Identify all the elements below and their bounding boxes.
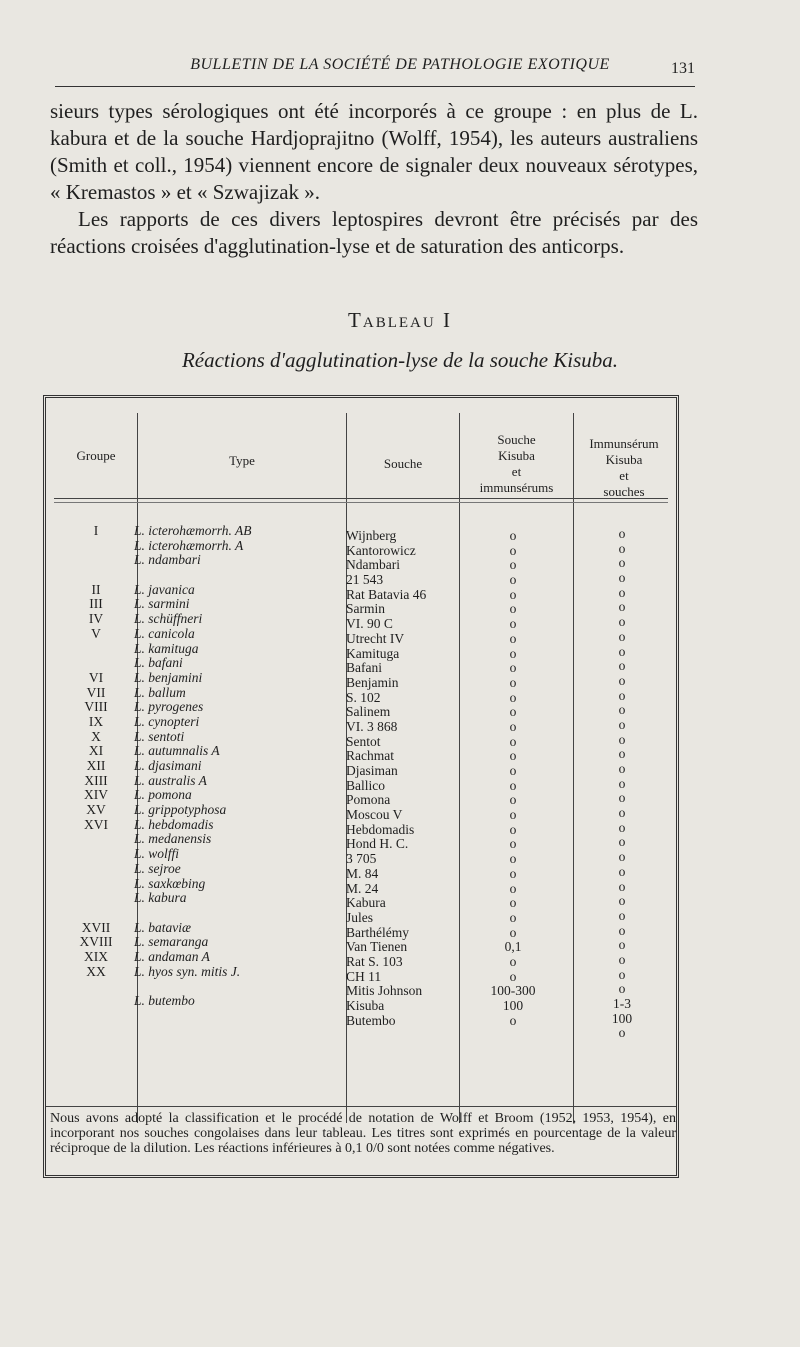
table-cell: Ndambari <box>346 557 400 573</box>
table-cell: L. hebdomadis <box>134 816 214 832</box>
table-cell: o <box>509 851 517 867</box>
table-cell: Hebdomadis <box>346 821 415 837</box>
table-cell: XIV <box>84 787 108 803</box>
table-cell: Mitis Johnson <box>346 983 423 999</box>
table-cell: L. canicola <box>134 625 195 641</box>
table-cell: Bafani <box>346 660 382 676</box>
table-cell: o <box>618 849 626 865</box>
table-cell: L. medanensis <box>134 831 212 847</box>
table-cell: o <box>509 968 517 984</box>
table-cell: Rachmat <box>346 748 394 764</box>
table-cell: L. schüffneri <box>134 611 203 627</box>
table-cell: L. bataviæ <box>134 919 192 935</box>
table-cell: o <box>509 807 517 823</box>
table-cell: Sarmin <box>346 601 385 617</box>
table-cell: VI. 90 C <box>346 616 393 632</box>
table-cell <box>56 539 136 554</box>
table-cell: o <box>509 557 517 573</box>
table-cell: o <box>618 1025 626 1041</box>
table-cell: L. australis A <box>134 772 207 788</box>
table-cell: CH 11 <box>346 968 382 984</box>
table-cell: o <box>618 907 626 923</box>
table-cell: I <box>93 523 99 538</box>
table-cell <box>56 979 136 994</box>
paragraph-2: Les rapports de ces divers leptospires devront être précisés par des réactions croisées d'agglutination-lyse et de saturation des anticorps. <box>50 207 698 258</box>
table-cell: Salinem <box>346 704 391 720</box>
table-cell: L. cynopteri <box>134 713 200 729</box>
table-cell: XI <box>88 743 104 759</box>
table-cell: o <box>509 674 517 690</box>
table-cell: Butembo <box>346 1012 396 1028</box>
table-title: Tableau I <box>348 308 452 332</box>
table-cell: o <box>618 951 626 967</box>
table-cell: Benjamin <box>346 674 399 690</box>
table-cell: o <box>618 761 626 776</box>
table-cell: o <box>509 616 517 632</box>
table-cell: o <box>509 777 517 793</box>
table-cell: o <box>618 731 626 747</box>
table-cell: 21 543 <box>346 572 384 588</box>
table-cell: 100-300 <box>490 983 536 999</box>
table-cell: Barthélémy <box>346 924 409 940</box>
table-cell <box>134 906 344 921</box>
table-cell: o <box>509 836 517 852</box>
table-cell: VIII <box>84 699 108 715</box>
table-cell <box>56 553 136 568</box>
table-cell: o <box>509 924 517 940</box>
page-header <box>55 56 695 87</box>
table-cell: 3 705 <box>346 851 377 867</box>
header-immunserum-kisuba: Immunsérum Kisuba et souches <box>589 436 659 499</box>
table-cell: o <box>509 909 517 925</box>
table-cell <box>56 568 136 583</box>
table-cell: o <box>509 660 517 676</box>
table-cell: Hond H. C. <box>346 836 409 852</box>
table-cell: o <box>618 643 626 659</box>
table-cell: o <box>509 586 517 602</box>
table-cell: L. andaman A <box>134 948 210 964</box>
table-cell: o <box>509 689 517 705</box>
table-cell: o <box>618 628 626 644</box>
table-cell <box>56 832 136 847</box>
table-cell: o <box>618 981 626 997</box>
paragraph-1: sieurs types sérologiques ont été incorporés à ce groupe : en plus de L. kabura et de la souche Hardjoprajitno (Wolff, 1954), les auteurs australiens (Smith et coll., 1954) viennent encore de signaler deux nouveaux sérotypes, « Kremastos » et « Szwajizak ». <box>50 99 698 204</box>
table-cell: IX <box>88 713 104 729</box>
table-cell: o <box>618 687 626 703</box>
table-cell: o <box>509 880 517 896</box>
table-cell: o <box>618 805 626 821</box>
table-cell: o <box>618 966 626 982</box>
table-cell: Wijnberg <box>346 528 397 543</box>
table-cell: o <box>618 863 626 879</box>
table-cell: XVII <box>81 919 111 935</box>
table-cell: o <box>618 584 626 600</box>
table-cell: o <box>618 555 626 571</box>
header-type: Type <box>229 453 255 468</box>
table-cell: L. autumnalis A <box>134 743 220 759</box>
header-rule <box>54 502 668 503</box>
table-cell <box>134 979 344 994</box>
table-cell: X <box>91 728 101 744</box>
table-cell: o <box>618 893 626 909</box>
table-cell <box>56 877 136 892</box>
table-note: Nous avons adopté la classification et le procédé de notation de Wolff et Broom (1952, 1953, 1954), en incorporant nos souches congolaises dans leur tableau. Les titres sont exprimés en pourcentage de la valeur réciproque de la dilution. Les réactions inférieures à 0,1 0/0 sont notées comme négatives. <box>50 1111 676 1156</box>
table-cell <box>56 847 136 862</box>
table-cell: VI <box>88 669 104 685</box>
table-cell: Jules <box>346 909 373 925</box>
table-cell <box>56 906 136 921</box>
table-cell: o <box>618 716 626 732</box>
table-cell: M. 84 <box>346 865 379 881</box>
running-head: BULLETIN DE LA SOCIÉTÉ DE PATHOLOGIE EXOTIQUE <box>190 56 610 73</box>
table-cell: L. butembo <box>134 993 195 1008</box>
table-bottom-rule <box>46 1106 676 1107</box>
table-cell: L. pomona <box>134 787 192 803</box>
table-cell <box>56 656 136 671</box>
table-cell: o <box>618 819 626 835</box>
table-cell: o <box>509 763 517 778</box>
table-cell: Moscou V <box>346 807 403 823</box>
column-immunserum-kisuba <box>571 527 673 1041</box>
table-cell: 100 <box>502 998 524 1013</box>
table-cell: L. kamituga <box>134 640 199 656</box>
table-cell: o <box>618 775 626 791</box>
table-cell: Kabura <box>346 895 386 911</box>
table-cell: L. sentoti <box>134 728 185 744</box>
table-cell: o <box>509 821 517 837</box>
table-cell: Kisuba <box>346 998 385 1013</box>
table-cell: Utrecht IV <box>346 630 405 646</box>
table-cell: o <box>509 645 517 661</box>
table-cell: IV <box>88 611 104 627</box>
table-cell: XIX <box>84 948 108 964</box>
table-cell: Ballico <box>346 777 385 793</box>
table-cell: o <box>618 937 626 953</box>
table-cell: XV <box>86 802 106 818</box>
table-cell: L. saxkœbing <box>134 875 206 891</box>
table-cell: o <box>618 672 626 688</box>
table-cell: XX <box>86 963 106 979</box>
table-cell: o <box>509 528 517 543</box>
table-cell: 100 <box>611 1010 633 1026</box>
table-subtitle: Réactions d'agglutination-lyse de la souche Kisuba. <box>181 348 619 372</box>
body-text <box>50 98 698 260</box>
table-cell: III <box>89 596 103 612</box>
table-cell: o <box>618 746 626 762</box>
table-cell: o <box>618 834 626 850</box>
table-cell: Rat Batavia 46 <box>346 586 427 602</box>
table-cell: M. 24 <box>346 880 379 896</box>
page-number: 131 <box>671 60 695 77</box>
table-cell: o <box>509 542 517 558</box>
table-cell: VI. 3 868 <box>346 718 398 734</box>
table-cell: o <box>618 922 626 938</box>
table-cell: o <box>618 790 626 806</box>
table-cell: L. grippotyphosa <box>134 802 227 818</box>
table-cell: o <box>509 953 517 969</box>
table-cell: VII <box>86 684 106 700</box>
table-cell: o <box>509 601 517 617</box>
table-cell: o <box>509 1012 517 1028</box>
table-cell: Kantorowicz <box>346 542 416 558</box>
table-cell <box>134 568 344 583</box>
table-cell: o <box>618 702 626 718</box>
table <box>43 395 679 1178</box>
table-cell: o <box>509 792 517 808</box>
table-cell: L. hyos syn. mitis J. <box>134 963 241 979</box>
table-cell: o <box>509 572 517 588</box>
table-cell <box>56 862 136 877</box>
table-cell: o <box>618 570 626 586</box>
table-cell: L. pyrogenes <box>134 699 204 715</box>
table-cell: L. bafani <box>134 655 183 671</box>
table-cell: L. ndambari <box>134 552 201 568</box>
table-cell: o <box>509 865 517 881</box>
table-cell: Van Tienen <box>346 939 408 955</box>
table-cell: o <box>618 599 626 615</box>
table-cell: II <box>91 581 101 597</box>
table-cell: L. djasimani <box>134 758 202 773</box>
table-cell: o <box>509 704 517 720</box>
column-souche-kisuba <box>458 529 568 1028</box>
table-cell: Pomona <box>346 792 391 808</box>
table-cell: L. ballum <box>134 684 186 700</box>
table-cell: XII <box>86 758 106 773</box>
table-cell: Djasiman <box>346 763 398 778</box>
table-cell: L. kabura <box>134 890 187 906</box>
table-cell <box>56 642 136 657</box>
table-cell: o <box>509 630 517 646</box>
column-type <box>134 524 344 1009</box>
table-cell: o <box>509 895 517 911</box>
table-cell: Kamituga <box>346 645 400 661</box>
table-cell <box>56 994 136 1009</box>
table-cell: L. sejroe <box>134 860 181 876</box>
table-cell: 0,1 <box>504 939 522 955</box>
table-cell: o <box>618 658 626 674</box>
table-cell: L. benjamini <box>134 669 203 685</box>
header-souche: Souche <box>383 456 423 471</box>
table-cell: L. sarmini <box>134 596 190 612</box>
table-cell: V <box>91 625 101 641</box>
table-cell: Sentot <box>346 733 381 749</box>
column-groupe <box>56 524 136 1009</box>
table-cell: L. semaranga <box>134 934 209 950</box>
table-cell: o <box>509 748 517 764</box>
table-cell: o <box>509 733 517 749</box>
header-souche-kisuba: Souche Kisuba et immunsérums <box>479 432 554 495</box>
table-cell <box>56 891 136 906</box>
table-cell: L. icterohæmorrh. AB <box>134 523 252 538</box>
table-cell: S. 102 <box>346 689 381 705</box>
table-cell: o <box>618 540 626 556</box>
table-cell: L. icterohæmorrh. A <box>134 537 244 553</box>
table-cell: o <box>618 526 626 541</box>
table-cell: Rat S. 103 <box>346 953 403 969</box>
column-souche <box>346 529 461 1028</box>
table-cell: L. javanica <box>134 581 195 597</box>
table-cell: L. wolffi <box>134 846 180 862</box>
table-cell: o <box>618 614 626 630</box>
table-cell: XIII <box>84 772 108 788</box>
table-cell: XVIII <box>79 934 113 950</box>
header-groupe: Groupe <box>76 448 116 463</box>
table-cell: o <box>618 878 626 894</box>
table-cell: 1-3 <box>613 996 631 1011</box>
table-cell: o <box>509 718 517 734</box>
table-cell: XVI <box>84 816 108 832</box>
